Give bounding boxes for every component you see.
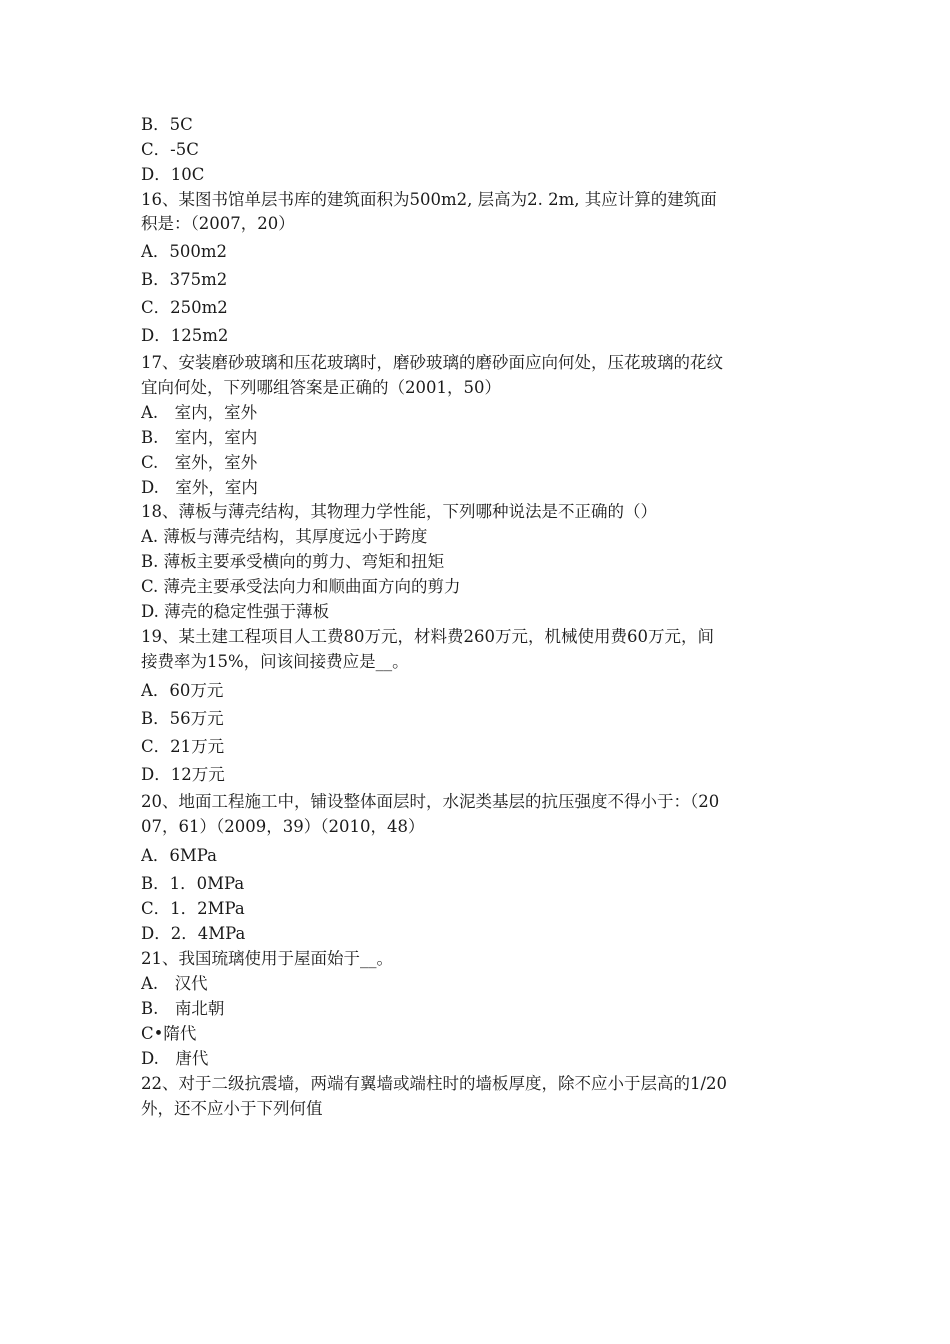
option-a-q18: A. 薄板与薄壳结构，其厚度远小于跨度 bbox=[141, 527, 428, 546]
question-19-line-1: 19、某土建工程项目人工费80万元，材料费260万元，机械使用费60万元，间 bbox=[141, 627, 714, 646]
question-20-line-2: 07，61）（2009，39）（2010，48） bbox=[141, 817, 425, 836]
option-b-q19: B．56万元 bbox=[141, 709, 224, 728]
option-c-q16: C．250m2 bbox=[141, 298, 228, 317]
option-c-q19: C．21万元 bbox=[141, 737, 225, 756]
option-b-q17: B. 室内，室内 bbox=[141, 428, 258, 447]
option-c-q15: C．-5C bbox=[141, 140, 199, 159]
question-17-line-2: 宜向何处，下列哪组答案是正确的（2001，50） bbox=[141, 378, 501, 397]
question-22-line-2: 外，还不应小于下列何值 bbox=[141, 1099, 323, 1118]
option-d-q21: D. 唐代 bbox=[141, 1049, 209, 1068]
option-c-q17: C. 室外，室外 bbox=[141, 453, 258, 472]
question-19-line-2: 接费率为15%，问该间接费应是__。 bbox=[141, 652, 409, 671]
option-b-q16: B．375m2 bbox=[141, 270, 228, 289]
question-18: 18、薄板与薄壳结构，其物理力学性能，下列哪种说法是不正确的（） bbox=[141, 502, 657, 521]
question-16-line-1: 16、某图书馆单层书库的建筑面积为500m2, 层高为2. 2m, 其应计算的建筑面 bbox=[141, 190, 717, 209]
option-d-q18: D. 薄壳的稳定性强于薄板 bbox=[141, 602, 330, 621]
option-b-q15: B．5C bbox=[141, 115, 193, 134]
option-a-q20: A．6MPa bbox=[141, 846, 218, 865]
question-22-line-1: 22、对于二级抗震墙，两端有翼墙或端柱时的墙板厚度，除不应小于层高的1/20 bbox=[141, 1074, 728, 1093]
option-d-q17: D. 室外，室内 bbox=[141, 478, 258, 497]
question-16-line-2: 积是：（2007，20） bbox=[141, 214, 295, 233]
option-d-q20: D．2．4MPa bbox=[141, 924, 246, 943]
option-c-q18: C. 薄壳主要承受法向力和顺曲面方向的剪力 bbox=[141, 577, 461, 596]
option-a-q17: A. 室内，室外 bbox=[141, 403, 258, 422]
option-d-q19: D．12万元 bbox=[141, 765, 225, 784]
option-b-q21: B. 南北朝 bbox=[141, 999, 225, 1018]
option-a-q21: A. 汉代 bbox=[141, 974, 208, 993]
question-20-line-1: 20、地面工程施工中，铺设整体面层时，水泥类基层的抗压强度不得小于：（20 bbox=[141, 792, 720, 811]
option-a-q19: A．60万元 bbox=[141, 681, 224, 700]
option-c-q21: C•隋代 bbox=[141, 1024, 197, 1043]
option-a-q16: A．500m2 bbox=[141, 242, 228, 261]
option-b-q20: B．1．0MPa bbox=[141, 874, 245, 893]
option-d-q15: D．10C bbox=[141, 165, 205, 184]
option-c-q20: C．1．2MPa bbox=[141, 899, 245, 918]
option-b-q18: B. 薄板主要承受横向的剪力、弯矩和扭矩 bbox=[141, 552, 445, 571]
question-17-line-1: 17、安装磨砂玻璃和压花玻璃时，磨砂玻璃的磨砂面应向何处，压花玻璃的花纹 bbox=[141, 353, 723, 372]
option-d-q16: D．125m2 bbox=[141, 326, 229, 345]
question-21: 21、我国琉璃使用于屋面始于__。 bbox=[141, 949, 393, 968]
